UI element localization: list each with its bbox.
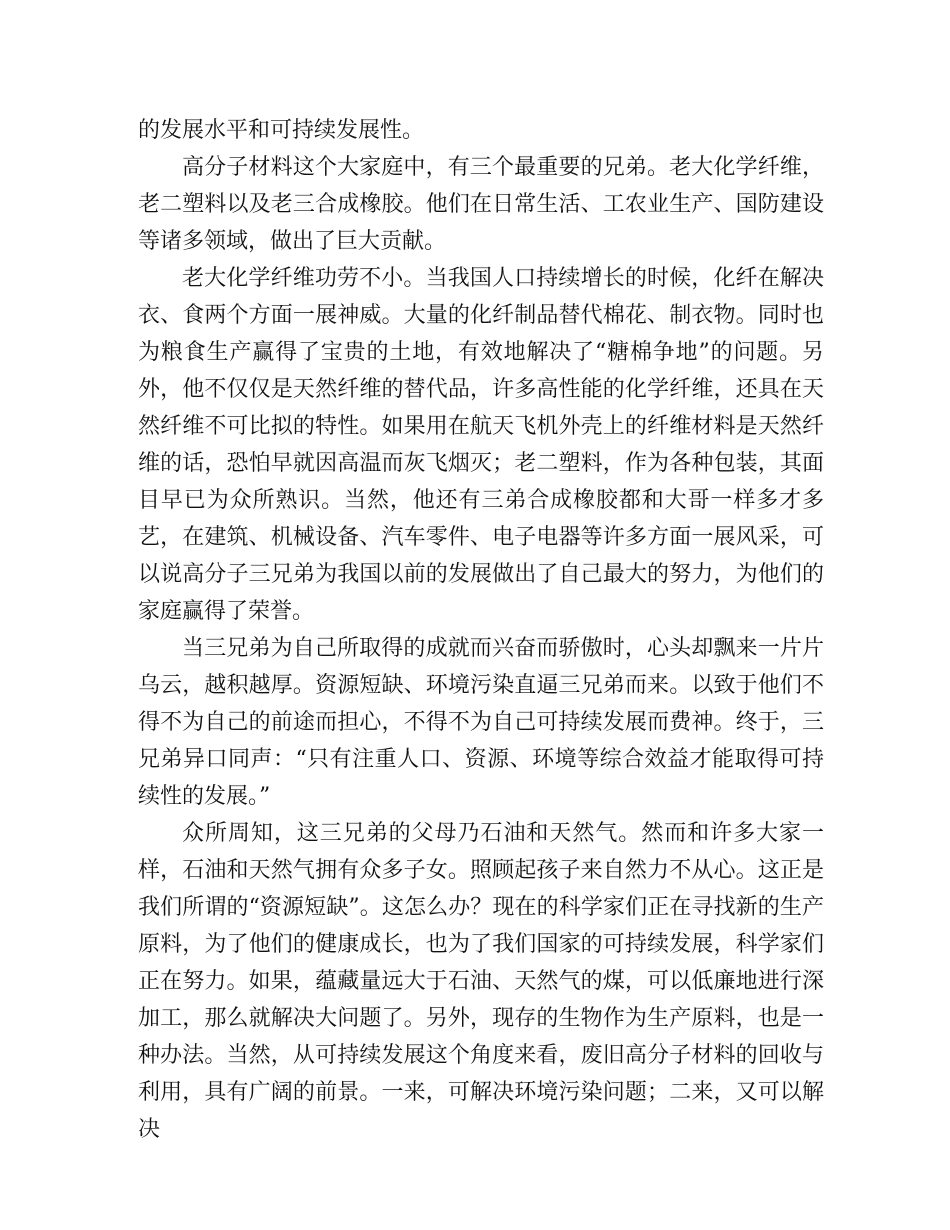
paragraph-dark-clouds: 当三兄弟为自己所取得的成就而兴奋而骄傲时，心头却飘来一片片乌云，越积越厚。资源短缺、环境污染直逼三兄弟而来。以致于他们不得不为自己的前途而担心，不得不为自己可持续发展而费神。终于，三兄弟异口同声：“只有注重人口、资源、环境等综合效益才能取得可持续性的发展。” bbox=[138, 636, 824, 809]
paragraph-continuation: 的发展水平和可持续发展性。 bbox=[138, 118, 425, 143]
document-page bbox=[138, 112, 824, 1148]
paragraph-three-brothers: 高分子材料这个大家庭中，有三个最重要的兄弟。老大化学纤维，老二塑料以及老三合成橡胶。他们在日常生活、工农业生产、国防建设等诸多领域，做出了巨大贡献。 bbox=[138, 155, 824, 254]
paragraph-chemical-fiber: 老大化学纤维功劳不小。当我国人口持续增长的时候，化纤在解决衣、食两个方面一展神威。大量的化纤制品替代棉花、制衣物。同时也为粮食生产赢得了宝贵的土地，有效地解决了“糖棉争地”的问题。另外，他不仅仅是天然纤维的替代品，许多高性能的化学纤维，还具在天然纤维不可比拟的特性。如果用在航天飞机外壳上的纤维材料是天然纤维的话，恐怕早就因高温而灰飞烟灭；老二塑料，作为各种包装，其面目早已为众所熟识。当然，他还有三弟合成橡胶都和大哥一样多才多艺，在建筑、机械设备、汽车零件、电子电器等许多方面一展风采，可以说高分子三兄弟为我国以前的发展做出了自己最大的努力，为他们的家庭赢得了荣誉。 bbox=[138, 266, 824, 624]
paragraph-resources: 众所周知，这三兄弟的父母乃石油和天然气。然而和许多大家一样，石油和天然气拥有众多子女。照顾起孩子来自然力不从心。这正是我们所谓的“资源短缺”。这怎么办？现在的科学家们正在寻找新的生产原料，为了他们的健康成长，也为了我们国家的可持续发展，科学家们正在努力。如果，蕴藏量远大于石油、天然气的煤，可以低廉地进行深加工，那么就解决大问题了。另外，现存的生物作为生产原料，也是一种办法。当然，从可持续发展这个角度来看，废旧高分子材料的回收与利用，具有广阔的前景。一来，可解决环境污染问题；二来，又可以解决 bbox=[138, 821, 824, 1142]
